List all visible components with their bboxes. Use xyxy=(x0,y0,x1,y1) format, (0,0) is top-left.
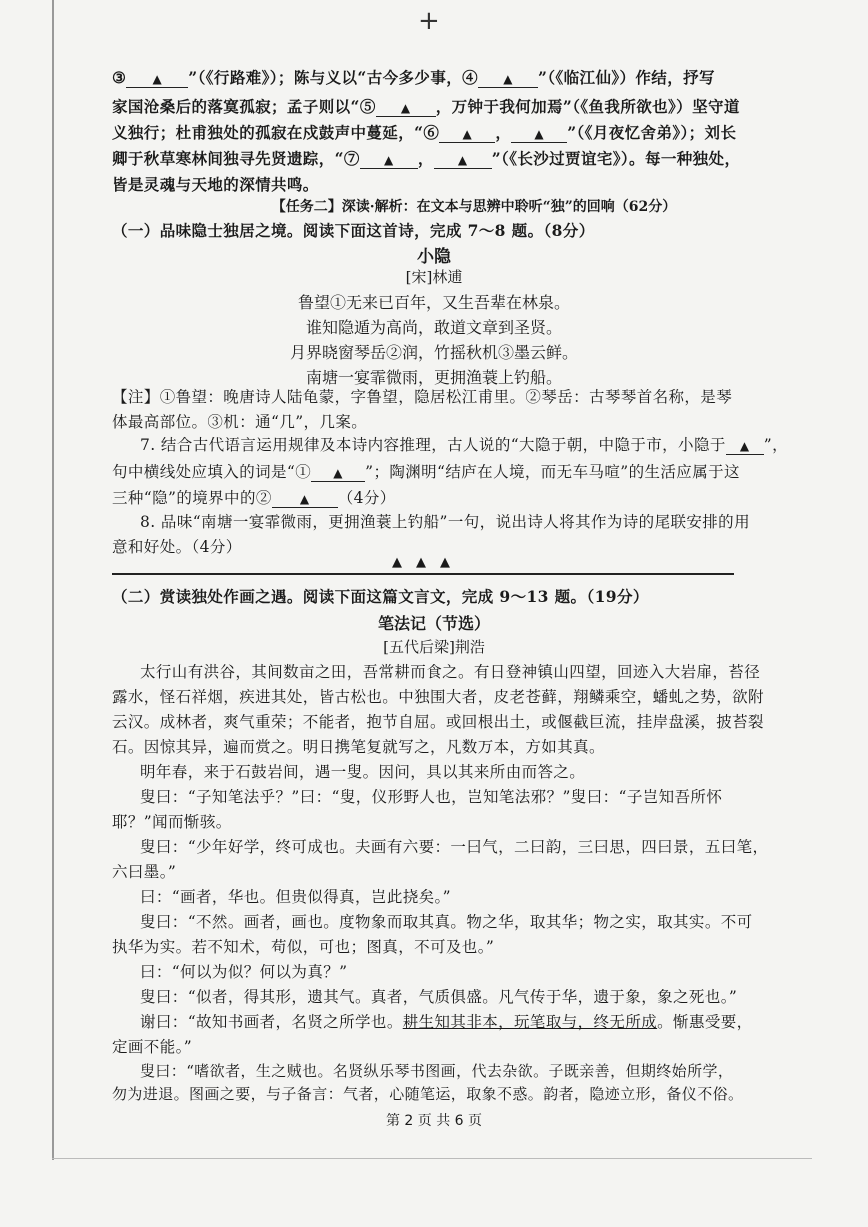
essay-line: 叟曰：“似者，得其形，遗其气。真者，气质俱盛。凡气传于华，遗于象，象之死也。” xyxy=(140,988,738,1006)
section-separator: ▲▲▲ xyxy=(392,555,464,570)
poem-line: 月界晓窗琴岳②润，竹摇秋机③墨云鲜。 xyxy=(289,343,578,362)
task2-title: 【任务二】深读·解析：在文本与思辨中聆听“独”的回响（62分） xyxy=(271,199,677,215)
essay-line: 执华为实。若不知术，苟似，可也；图真，不可及也。” xyxy=(112,938,495,956)
intro-line-4: 卿于秋草寒林间独寻先贤遗踪，“⑦ ▲ ， ▲ ”（《长沙过贾谊宅》）。每一种独处， xyxy=(112,149,741,168)
poem-note: 体最高部位。③机：通“几”，几案。 xyxy=(112,413,368,431)
intro-text: 家国沧桑后的落寞孤寂；孟子则以“⑤ xyxy=(112,97,376,116)
essay-line: 叟曰：“不然。画者，画也。度物象而取其真。物之华，取其华；物之实，取其实。不可 xyxy=(140,913,753,931)
question-7-line-2: 句中横线处应填入的词是“① ▲ ”；陶渊明“结庐在人境，而无车马喧”的生活应属于这 xyxy=(112,463,740,481)
question-8-line-2: 意和好处。（4分） xyxy=(112,538,242,556)
page-border-left xyxy=(52,0,54,1160)
essay-line: 定画不能。” xyxy=(112,1038,193,1056)
answer-blank[interactable]: ▲ xyxy=(439,123,495,143)
answer-blank[interactable]: ▲ xyxy=(360,149,418,169)
intro-text: 卿于秋草寒林间独寻先贤遗踪，“⑦ xyxy=(112,149,360,168)
intro-text: ”（《月夜忆舍弟》）；刘长 xyxy=(567,123,737,142)
answer-blank[interactable]: ▲ xyxy=(434,149,492,169)
intro-line-3: 义独行；杜甫独处的孤寂在戍鼓声中蔓延，“⑥ ▲ ， ▲ ”（《月夜忆舍弟》）；刘长 xyxy=(112,123,737,142)
essay-author: [五代后梁]荆浩 xyxy=(383,638,485,656)
intro-line-1 xyxy=(112,66,715,88)
crosshair-mark: + xyxy=(418,6,440,36)
answer-blank[interactable]: ▲ xyxy=(272,489,338,508)
answer-blank[interactable]: ▲ xyxy=(376,97,436,117)
intro-text: ，万钟于我何加焉”（《鱼我所欲也》）坚守道 xyxy=(435,97,740,116)
page-number: 第 2 页 共 6 页 xyxy=(385,1113,483,1129)
poem-title: 小隐 xyxy=(417,247,451,267)
essay-line: 曰：“画者，华也。但贵似得真，岂此挠矣。” xyxy=(140,888,451,906)
essay-line: 明年春，来于石鼓岩间，遇一叟。因问，具以其来所由而答之。 xyxy=(140,763,586,781)
poem-line: 谁知隐遁为高尚，敢道文章到圣贤。 xyxy=(305,318,562,337)
poem-line: 南塘一宴霏微雨，更拥渔蓑上钓船。 xyxy=(305,368,562,387)
intro-text: ”（《行路难》）；陈与义以“古今多少事，④ xyxy=(188,68,479,87)
divider-line xyxy=(112,573,734,575)
answer-blank[interactable]: ▲ xyxy=(126,68,188,88)
intro-text: 义独行；杜甫独处的孤寂在戍鼓声中蔓延，“⑥ xyxy=(112,123,440,142)
question-7-line-3: 三种“隐”的境界中的② ▲ （4分） xyxy=(112,489,396,507)
essay-line: 石。因惊其异，遍而赏之。明日携笔复就写之，凡数万本，方如其真。 xyxy=(112,738,605,756)
essay-line: 叟曰：“少年好学，终可成也。夫画有六要：一曰气，二曰韵，三曰思，四曰景，五曰笔， xyxy=(140,838,769,856)
answer-blank[interactable]: ▲ xyxy=(726,436,764,455)
answer-blank[interactable]: ▲ xyxy=(478,68,538,88)
section2-heading: （二）赏读独处作画之遇。阅读下面这篇文言文，完成 9～13 题。（19分） xyxy=(112,587,649,606)
poem-note: 【注】①鲁望：晚唐诗人陆龟蒙，字鲁望，隐居松江甫里。②琴岳：古琴琴首名称，是琴 xyxy=(112,388,733,406)
intro-text: ”（《长沙过贾谊宅》）。每一种独处， xyxy=(491,149,741,168)
essay-line: 耶？”闻而惭骇。 xyxy=(112,813,232,831)
poem-author: [宋]林逋 xyxy=(405,268,463,286)
question-8-line-1: 8. 品味“南塘一宴霏微雨，更拥渔蓑上钓船”一句，说出诗人将其作为诗的尾联安排的用 xyxy=(140,513,750,531)
poem-line: 鲁望①无来已百年，又生吾辈在林泉。 xyxy=(297,293,570,312)
intro-text: ③ xyxy=(112,68,127,87)
underlined-sentence: 耕生知其非本，玩笔取与，终无所成 xyxy=(402,1013,658,1031)
essay-line: 六曰墨。” xyxy=(112,863,177,881)
intro-line-2 xyxy=(112,95,740,117)
question-7-line-1: 7. 结合古代语言运用规律及本诗内容推理，古人说的“大隐于朝，中隐于市，小隐于 ▲ ”， xyxy=(140,436,788,454)
answer-blank[interactable]: ▲ xyxy=(311,463,365,482)
essay-line: 叟曰：“嗜欲者，生之贼也。名贤纵乐琴书图画，代去杂欲。子既亲善，但期终始所学， xyxy=(140,1062,734,1080)
intro-line-5: 皆是灵魂与天地的深情共鸣。 xyxy=(112,175,319,194)
essay-line: 谢曰：“故知书画者，名贤之所学也。耕生知其非本，玩笔取与，终无所成。惭惠受要， xyxy=(140,1013,753,1031)
essay-line: 太行山有洪谷，其间数亩之田，吾常耕而食之。有日登神镇山四望，回迹入大岩扉，苔径 xyxy=(140,663,761,681)
section1-heading: （一）品味隐士独居之境。阅读下面这首诗，完成 7～8 题。（8分） xyxy=(112,221,595,240)
essay-line: 曰：“何以为似？何以为真？” xyxy=(140,963,348,981)
answer-blank[interactable]: ▲ xyxy=(511,123,567,143)
essay-line: 露水，怪石祥烟，疾进其处，皆古松也。中独围大者，皮老苍藓，翔鳞乘空，蟠虬之势，欲附 xyxy=(112,688,764,706)
essay-line: 叟曰：“子知笔法乎？”曰：“叟，仪形野人也，岂知笔法邪？”叟曰：“子岂知吾所怀 xyxy=(140,788,723,806)
intro-text: ”（《临江仙》）作结，抒写 xyxy=(538,68,715,87)
essay-line: 勿为进退。图画之要，与子备言：气者，心随笔运，取象不惑。韵者，隐迹立形，备仪不俗。 xyxy=(112,1085,744,1103)
page-border-bottom xyxy=(52,1158,812,1159)
essay-title: 笔法记（节选） xyxy=(377,614,490,633)
essay-line: 云汉。成林者，爽气重荣；不能者，抱节自屈。或回根出土，或偃截巨流，挂岸盘溪，披苔裂 xyxy=(112,713,764,731)
